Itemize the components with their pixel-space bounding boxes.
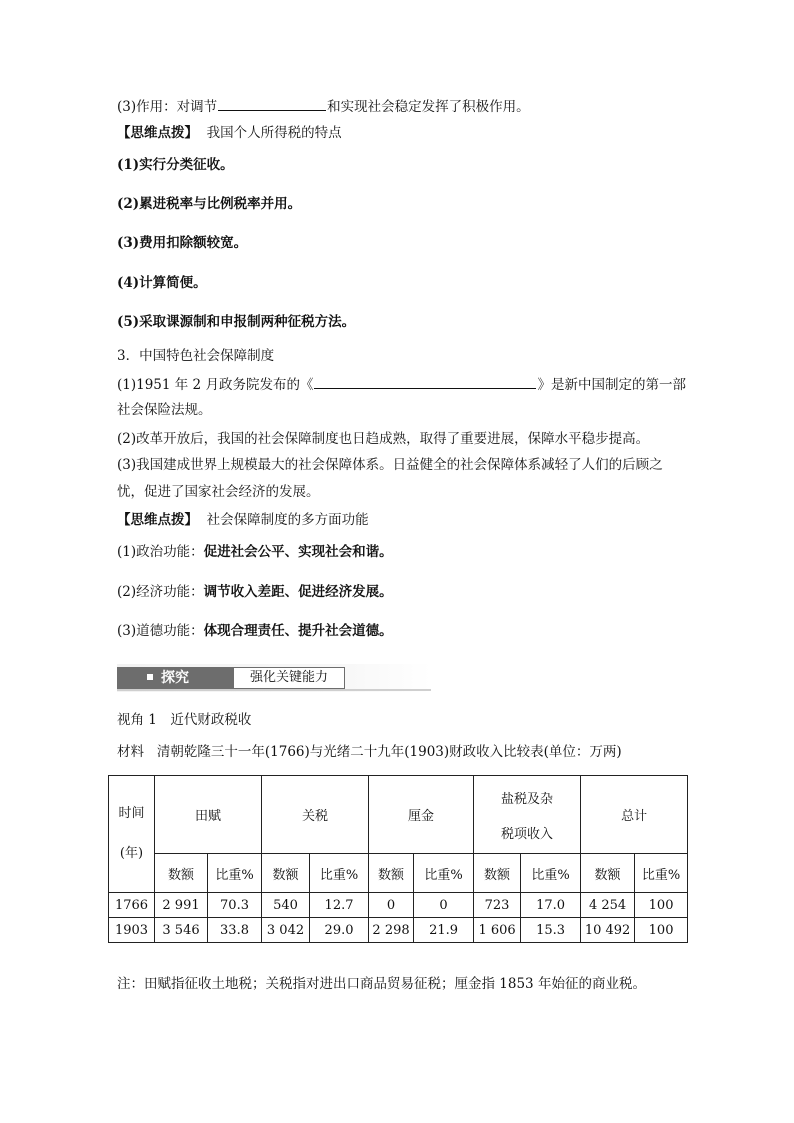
tax-point: (3)费用扣除额较宽。 xyxy=(117,235,248,251)
table-cell: 723 xyxy=(474,893,521,918)
group-header: 田赋 xyxy=(155,776,262,854)
reform-item: (2)改革开放后，我国的社会保障制度也日趋成熟，取得了重要进展，保障水平稳步提高。 xyxy=(117,431,650,447)
table-cell: 100 xyxy=(635,893,688,918)
table-cell: 70.3 xyxy=(208,893,262,918)
sub-header: 数额 xyxy=(155,854,208,893)
system-item-cont: 忧，促进了国家社会经济的发展。 xyxy=(117,484,320,500)
banner-box-label: 强化关键能力 xyxy=(233,667,345,689)
table-cell: 540 xyxy=(262,893,310,918)
revenue-table xyxy=(108,775,688,943)
function-label: (2)经济功能： xyxy=(117,584,204,600)
square-bullet-icon xyxy=(147,674,153,680)
banner-rule xyxy=(117,689,431,691)
group-header-line: 盐税及杂 xyxy=(501,791,554,807)
table-row xyxy=(109,918,688,943)
tip-heading xyxy=(117,510,369,530)
banner-dark-text: 探究 xyxy=(161,670,189,686)
material-tag: 材料 xyxy=(117,744,144,760)
function-text: 调节收入差距、促进经济发展。 xyxy=(203,584,393,600)
table-cell: 1766 xyxy=(109,893,155,918)
tax-point: (2)累进税率与比例税率并用。 xyxy=(117,196,302,212)
tip-tag: 【思维点拨】 xyxy=(117,125,198,141)
table-cell: 10 492 xyxy=(581,918,635,943)
group-header: 关税 xyxy=(262,776,369,854)
table-cell: 3 042 xyxy=(262,918,310,943)
fill-blank[interactable] xyxy=(218,96,326,111)
table-cell: 17.0 xyxy=(521,893,581,918)
table-cell: 12.7 xyxy=(310,893,369,918)
time-header-line: 时间 xyxy=(118,806,145,821)
fill-blank[interactable] xyxy=(314,374,536,389)
table-cell: 1 606 xyxy=(474,918,521,943)
section-heading: 3．中国特色社会保障制度 xyxy=(117,348,275,364)
table-cell: 2 298 xyxy=(369,918,414,943)
function-item xyxy=(117,621,393,641)
group-header: 总计 xyxy=(581,776,688,854)
table-cell: 2 991 xyxy=(155,893,208,918)
effect-suffix: 和实现社会稳定发挥了积极作用。 xyxy=(327,99,530,115)
table-row xyxy=(109,893,688,918)
tax-point: (1)实行分类征收。 xyxy=(117,157,234,173)
tip-tag: 【思维点拨】 xyxy=(117,512,198,528)
banner-dark-label xyxy=(117,667,233,689)
sub-header: 数额 xyxy=(262,854,310,893)
tax-point: (4)计算简便。 xyxy=(117,275,207,291)
law-item-cont: 社会保险法规。 xyxy=(117,402,212,418)
sub-header: 比重% xyxy=(414,854,474,893)
system-item: (3)我国建成世界上规模最大的社会保障体系。日益健全的社会保障体系减轻了人们的后顾之 xyxy=(117,457,663,473)
group-header xyxy=(474,776,581,854)
table-cell: 21.9 xyxy=(414,918,474,943)
sub-header: 数额 xyxy=(581,854,635,893)
table-cell: 0 xyxy=(369,893,414,918)
group-header: 厘金 xyxy=(369,776,474,854)
table-cell: 29.0 xyxy=(310,918,369,943)
sub-header: 比重% xyxy=(208,854,262,893)
tip-heading xyxy=(117,123,342,143)
function-label: (3)道德功能： xyxy=(117,623,204,639)
sub-header: 数额 xyxy=(474,854,521,893)
sub-header: 比重% xyxy=(521,854,581,893)
table-note: 注：田赋指征收土地税；关税指对进出口商品贸易征税；厘金指 1853 年始征的商业税。 xyxy=(117,976,646,992)
function-text: 体现合理责任、提升社会道德。 xyxy=(203,623,393,639)
sub-header: 比重% xyxy=(310,854,369,893)
time-header xyxy=(109,776,155,893)
table-cell: 33.8 xyxy=(208,918,262,943)
group-header-line: 税项收入 xyxy=(501,826,554,842)
angle-heading: 视角 1 近代财政税收 xyxy=(117,712,252,728)
effect-item xyxy=(117,96,530,117)
table-cell: 15.3 xyxy=(521,918,581,943)
function-item xyxy=(117,542,393,562)
function-item xyxy=(117,582,393,602)
function-label: (1)政治功能： xyxy=(117,544,204,560)
sub-header: 比重% xyxy=(635,854,688,893)
law-prefix: (1)1951 年 2 月政务院发布的《 xyxy=(117,377,314,393)
tip-text: 社会保障制度的多方面功能 xyxy=(206,512,369,528)
table-cell: 0 xyxy=(414,893,474,918)
sub-header: 数额 xyxy=(369,854,414,893)
law-suffix: 》是新中国制定的第一部 xyxy=(537,377,686,393)
table-cell: 3 546 xyxy=(155,918,208,943)
law-item xyxy=(117,374,686,395)
time-header-line: (年) xyxy=(119,846,144,861)
table-cell: 4 254 xyxy=(581,893,635,918)
material-caption xyxy=(117,742,622,762)
function-text: 促进社会公平、实现社会和谐。 xyxy=(203,544,393,560)
table-cell: 1903 xyxy=(109,918,155,943)
tax-point: (5)采取课源制和申报制两种征税方法。 xyxy=(117,314,356,330)
effect-prefix: (3)作用：对调节 xyxy=(117,99,218,115)
tip-text: 我国个人所得税的特点 xyxy=(206,125,342,141)
material-text: 清朝乾隆三十一年(1766)与光绪二十九年(1903)财政收入比较表(单位：万两) xyxy=(156,744,622,760)
table-cell: 100 xyxy=(635,918,688,943)
inquiry-banner xyxy=(117,664,431,692)
